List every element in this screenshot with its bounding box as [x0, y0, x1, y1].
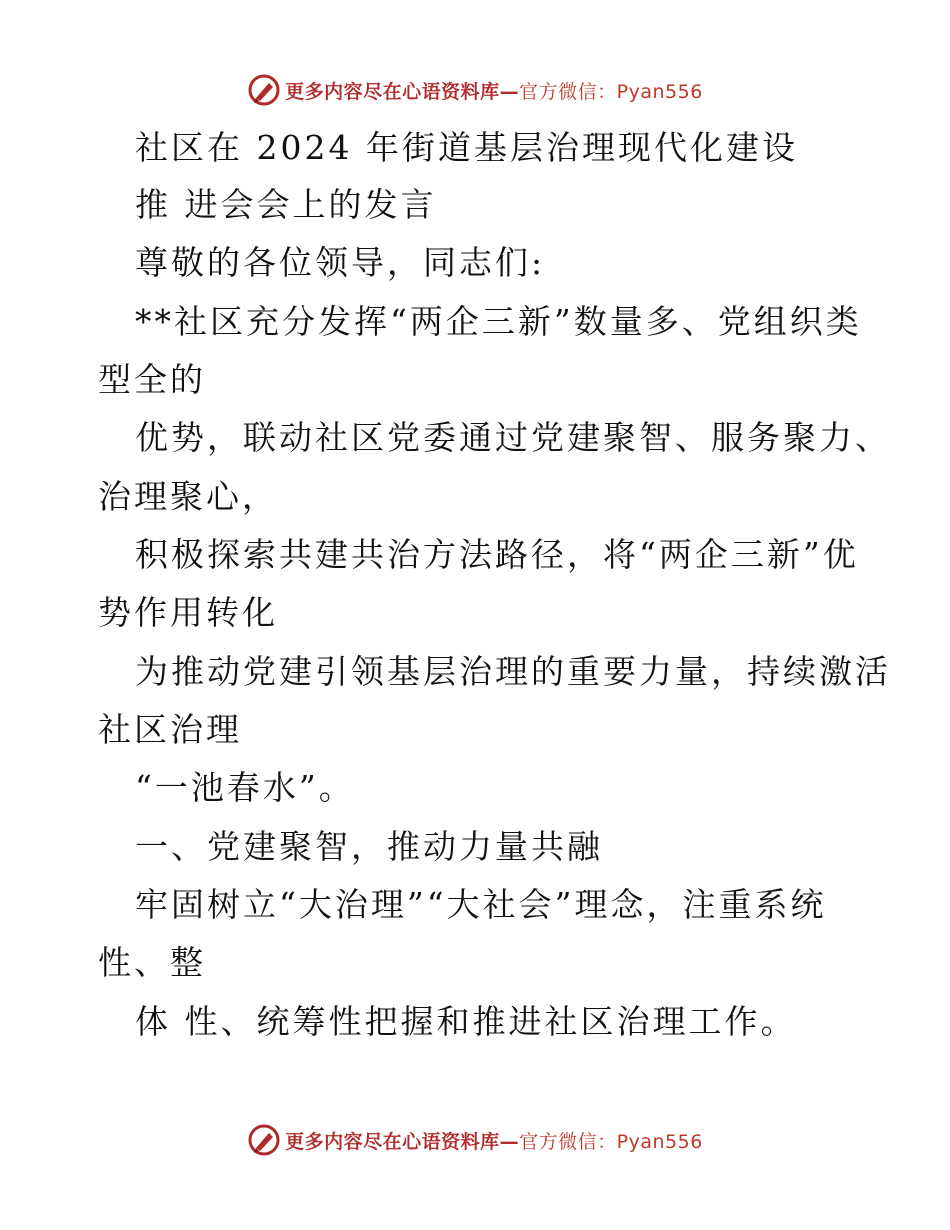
paragraph-line: 为推动党建引领基层治理的重要力量，持续激活 — [135, 652, 891, 691]
paragraph-line: “一池春水”。 — [135, 768, 355, 807]
paragraph-line: 牢固树立“大治理”“大社会”理念，注重系统 — [135, 885, 827, 924]
paragraph-line: 势作用转化 — [98, 593, 278, 632]
footer-watermark — [0, 1120, 950, 1160]
watermark-text: 更多内容尽在心语资料库—官方微信：Pyan556 — [285, 1130, 703, 1153]
paragraph-line: 优势，联动社区党委通过党建聚智、服务聚力、 — [135, 418, 891, 457]
paragraph-line: 社区治理 — [98, 710, 242, 749]
section-heading: 一、党建聚智，推动力量共融 — [135, 827, 603, 866]
paragraph-line: 体 性、统筹性把握和推进社区治理工作。 — [135, 1002, 797, 1041]
pen-logo-icon — [247, 73, 281, 107]
paragraph-line: 性、整 — [98, 943, 206, 982]
paragraph-line: 积极探索共建共治方法路径，将“两企三新”优 — [135, 535, 859, 574]
doc-title-line-2: 推 进会会上的发言 — [135, 185, 437, 224]
watermark-text: 更多内容尽在心语资料库—官方微信：Pyan556 — [285, 80, 703, 103]
salutation: 尊敬的各位领导，同志们: — [135, 243, 546, 282]
header-watermark — [0, 70, 950, 110]
paragraph-line: **社区充分发挥“两企三新”数量多、党组织类 — [135, 302, 862, 341]
pen-logo-icon — [247, 1123, 281, 1157]
doc-title-line-1: 社区在 2024 年街道基层治理现代化建设 — [135, 128, 798, 167]
paragraph-line: 型全的 — [98, 360, 206, 399]
paragraph-line: 治理聚心， — [98, 477, 278, 516]
